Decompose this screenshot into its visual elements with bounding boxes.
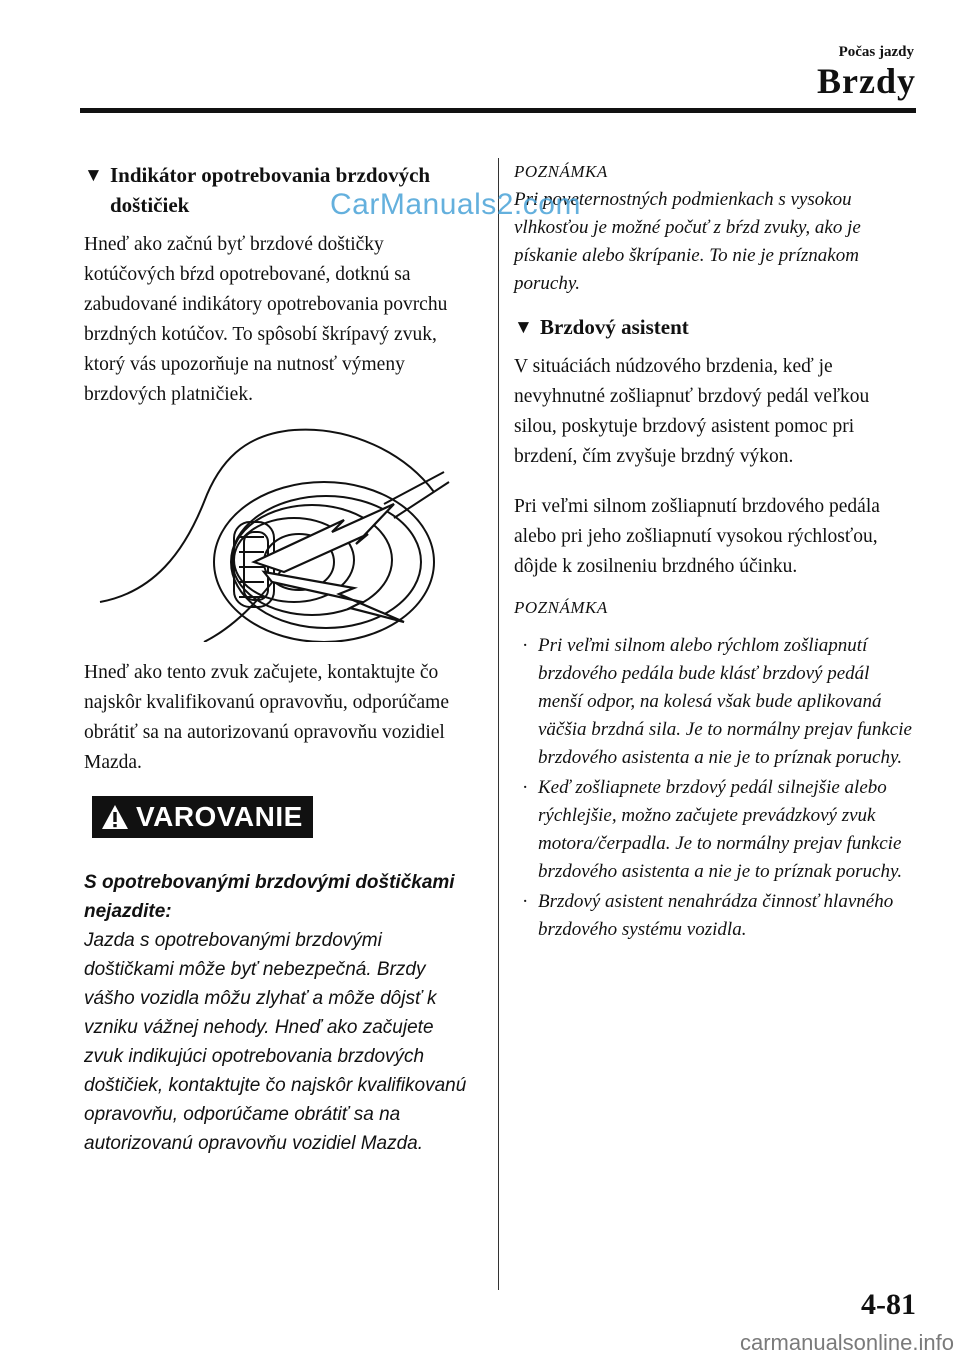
heading-text: Indikátor opotrebovania brzdových doštičiek [110,163,431,217]
paragraph: V situáciách núdzového brzdenia, keď je nevyhnutné zošliapnuť brzdový pedál veľkou silou, poskytuje brzdový asistent pomoc pri brzdení, čím zvyšuje brzdný výkon. [514,356,870,467]
bullet-item [514,888,916,944]
bullet-item [514,774,916,886]
warning-text: Jazda s opotrebovanými brzdovými doštičkami môže byť nebezpečná. Brzdy vášho vozidla môžu zlyhať a môže dôjsť k vzniku vážnej nehody. Hneď ako začujete zvuk indikujúci opotrebovania brzdových doštičiek, kontaktujte čo najskôr kvalifikovanú opravovňu, odporúčame obrátiť sa na autorizovanú opravovňu vozidiel Mazda. [84,930,467,1154]
note-title: POZNÁMKA [514,598,608,617]
triangle-bullet-icon: ▼ [84,165,103,186]
header-rule [80,108,916,113]
brake-disc-illustration [94,422,474,642]
bullet-text: Pri veľmi silnom alebo rýchlom zošliapnutí brzdového pedála bude klásť brzdový pedál menší odpor, na kolesá však bude aplikovaná väčšia brzdná sila. Je to normálny prejav funkcie brzdového asistenta a nie je to príznak poruchy. [538,635,912,768]
bullet-dot-icon: · [522,891,529,912]
section-heading-brake-assist [514,312,916,342]
paragraph: Pri veľmi silnom zošliapnutí brzdového pedála alebo pri jeho zošliapnutí vysokou rýchlosťou, dôjde k zosilneniu brzdného účinku. [514,496,880,577]
heading-text: Brzdový asistent [540,315,689,339]
watermark: CarManuals2.com [330,188,581,221]
paragraph: Hneď ako tento zvuk začujete, kontaktujte čo najskôr kvalifikovanú opravovňu, odporúčame obrátiť sa na autorizovanú opravovňu vozidiel Mazda. [84,662,449,773]
page-number: 4-81 [861,1288,916,1321]
note-title: POZNÁMKA [514,162,608,181]
bullet-item [514,632,916,772]
column-divider [498,158,499,1290]
header-section: Počas jazdy [838,44,914,60]
page-title: Brzdy [817,61,916,101]
bullet-text: Keď zošliapnete brzdový pedál silnejšie alebo rýchlejšie, možno začujete prevádzkový zvuk motora/čerpadla. Je to normálny prejav funkcie brzdového asistenta a nie je to príznak poruchy. [538,777,903,882]
warning-badge [92,796,313,838]
bullet-dot-icon: · [522,635,529,656]
paragraph: Hneď ako začnú byť brzdové doštičky kotúčových bŕzd opotrebované, dotknú sa zabudované indikátory opotrebovania povrchu brzdných kotúčov. To spôsobí škrípavý zvuk, ktorý vás upozorňuje na nutnosť výmeny brzdových platničiek. [84,234,448,405]
footer-url: carmanualsonline.info [739,1330,954,1355]
right-column [514,160,916,946]
warning-label: VAROVANIE [136,801,303,832]
warning-triangle-icon [100,803,130,831]
triangle-bullet-icon: ▼ [514,317,533,338]
bullet-dot-icon: · [522,777,529,798]
left-column [84,160,476,1158]
note-text: Pri poveternostných podmienkach s vysokou vlhkosťou je možné počuť z bŕzd zvuky, ako je pískanie alebo škrípanie. To nie je príznakom poruchy. [514,189,861,294]
bullet-text: Brzdový asistent nenahrádza činnosť hlavného brzdového systému vozidla. [538,891,894,940]
warning-bold-text: S opotrebovanými brzdovými doštičkami nejazdite: [84,872,455,922]
